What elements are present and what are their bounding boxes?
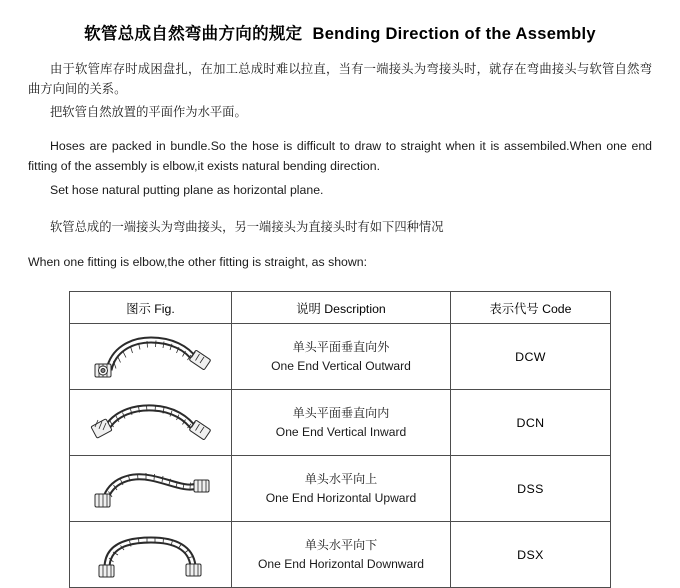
table-row	[70, 456, 611, 522]
paragraph-cn-2: 把软管自然放置的平面作为水平面。	[50, 104, 247, 119]
paragraph-cn-3: 软管总成的一端接头为弯曲接头，另一端接头为直接头时有如下四种情况	[50, 220, 444, 235]
body-text	[28, 60, 652, 273]
description-en: One End Vertical Outward	[271, 358, 411, 373]
table-header-code: 表示代号 Code	[451, 292, 611, 324]
page-title-cn: 软管总成自然弯曲方向的规定	[84, 25, 303, 43]
table-row	[70, 390, 611, 456]
description-cell	[232, 324, 451, 390]
paragraph-en-1: Hoses are packed in bundle.So the hose is difficult to draw to straight when it is assembiled.When one end fitting of the assembly is elbow,it exists natural bending direction.	[28, 138, 652, 173]
figure-cell	[70, 522, 232, 588]
table-row	[70, 522, 611, 588]
hose-elbow-vertical-inward-icon	[70, 390, 231, 455]
description-en: One End Horizontal Upward	[265, 490, 417, 505]
description-en: One End Horizontal Downward	[257, 556, 425, 571]
figure-cell	[70, 324, 232, 390]
description-cell	[232, 522, 451, 588]
page-title	[0, 20, 680, 44]
description-cn: 单头水平向上	[304, 472, 378, 487]
figure-cell	[70, 390, 232, 456]
figure-cell	[70, 456, 232, 522]
description-en: One End Vertical Inward	[275, 424, 407, 439]
description-cell	[232, 390, 451, 456]
table-header-fig: 图示 Fig.	[70, 292, 232, 324]
document-page	[0, 20, 680, 572]
page-title-en: Bending Direction of the Assembly	[312, 25, 596, 43]
bending-direction-table	[69, 291, 611, 588]
paragraph-en-2: Set hose natural putting plane as horizontal plane.	[50, 182, 324, 197]
code-cell: DCW	[451, 324, 611, 390]
table-header-description: 说明 Description	[232, 292, 451, 324]
description-cn: 单头平面垂直向内	[292, 406, 390, 421]
hose-elbow-horizontal-upward-icon	[70, 456, 231, 521]
hose-elbow-vertical-outward-icon	[70, 324, 231, 389]
description-cn: 单头平面垂直向外	[292, 340, 390, 355]
description-cn: 单头水平向下	[304, 538, 378, 553]
code-cell: DSS	[451, 456, 611, 522]
code-cell: DSX	[451, 522, 611, 588]
table-row	[70, 324, 611, 390]
hose-elbow-horizontal-downward-icon	[70, 522, 231, 587]
paragraph-cn-1: 由于软管库存时成困盘扎，在加工总成时难以拉直，当有一端接头为弯接头时，就存在弯曲接头与软管自然弯曲方向间的关系。	[28, 62, 652, 96]
code-cell: DCN	[451, 390, 611, 456]
paragraph-en-3: When one fitting is elbow,the other fitting is straight, as shown:	[28, 255, 368, 270]
table-header-row	[70, 292, 611, 324]
description-cell	[232, 456, 451, 522]
